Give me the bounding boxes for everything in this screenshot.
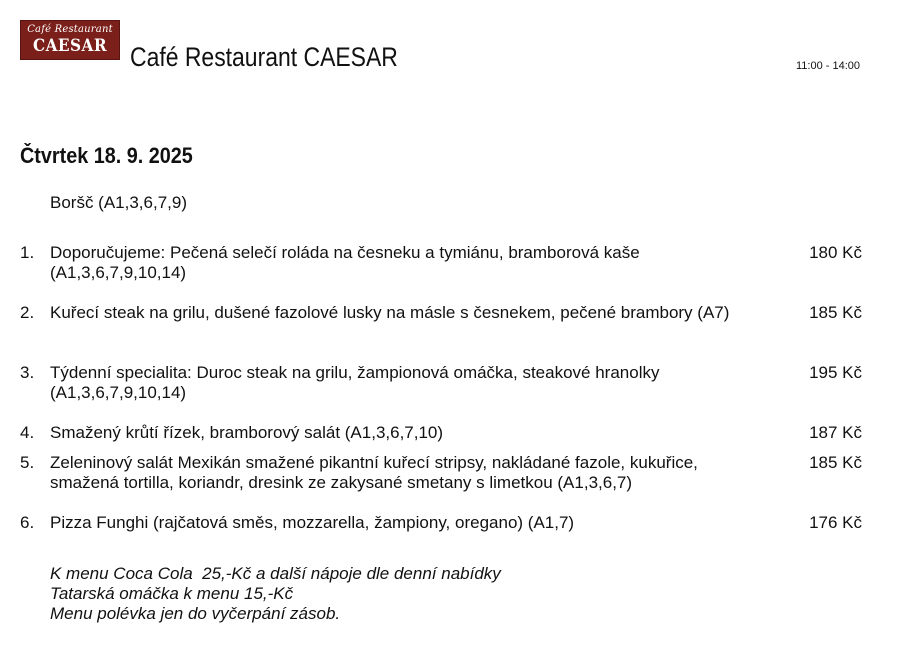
menu-item-price: 185 Kč: [809, 453, 862, 472]
menu-item-description: Pizza Funghi (rajčatová směs, mozzarella, žampiony, oregano) (A1,7): [50, 513, 575, 532]
menu-item-number: 2.: [20, 303, 35, 322]
sauce-note: Tatarská omáčka k menu 15,-Kč: [50, 584, 294, 603]
opening-hours: 11:00 - 14:00: [795, 60, 860, 72]
menu-item-price: 180 Kč: [809, 243, 862, 262]
menu-item-description: Týdenní specialita: Duroc steak na grilu, žampionová omáčka, steakové hranolky (A1,3,6,7,9,10,14): [50, 363, 660, 402]
menu-item-number: 5.: [20, 453, 35, 472]
menu-item-price: 176 Kč: [809, 513, 862, 532]
menu-item-price: 187 Kč: [809, 423, 862, 442]
menu-item-number: 3.: [20, 363, 35, 382]
menu-item-description: Doporučujeme: Pečená selečí roláda na česneku a tymiánu, bramborová kaše (A1,3,6,7,9,10,14): [50, 243, 640, 282]
logo-script-text: Café Restaurant: [27, 24, 113, 35]
logo-wordmark: CAESAR: [32, 36, 108, 56]
menu-date-heading: Čtvrtek 18. 9. 2025: [20, 143, 193, 168]
menu-notes: [50, 564, 501, 624]
menu-item-price: 185 Kč: [809, 303, 862, 322]
menu-item-price: 195 Kč: [809, 363, 862, 382]
page-title: Café Restaurant CAESAR: [130, 42, 398, 72]
soup-of-the-day: Boršč (A1,3,6,7,9): [50, 193, 188, 212]
menu-item-number: 4.: [20, 423, 35, 442]
restaurant-logo: [20, 20, 120, 60]
menu-item-number: 6.: [20, 513, 35, 532]
menu-item-number: 1.: [20, 243, 35, 262]
soup-availability-note: Menu polévka jen do vyčerpání zásob.: [50, 604, 341, 623]
menu-item-description: Smažený krůtí řízek, bramborový salát (A1,3,6,7,10): [50, 423, 444, 442]
menu-item-description: Zeleninový salát Mexikán smažené pikantní kuřecí stripsy, nakládané fazole, kukuřice, smažená tortilla, koriandr, dresink ze zakysané smetany s limetkou (A1,3,6,7): [50, 453, 698, 492]
drinks-note: K menu Coca Cola 25,-Kč a další nápoje dle denní nabídky: [50, 564, 501, 583]
menu-item-description: Kuřecí steak na grilu, dušené fazolové lusky na másle s česnekem, pečené brambory (A7): [50, 303, 730, 322]
